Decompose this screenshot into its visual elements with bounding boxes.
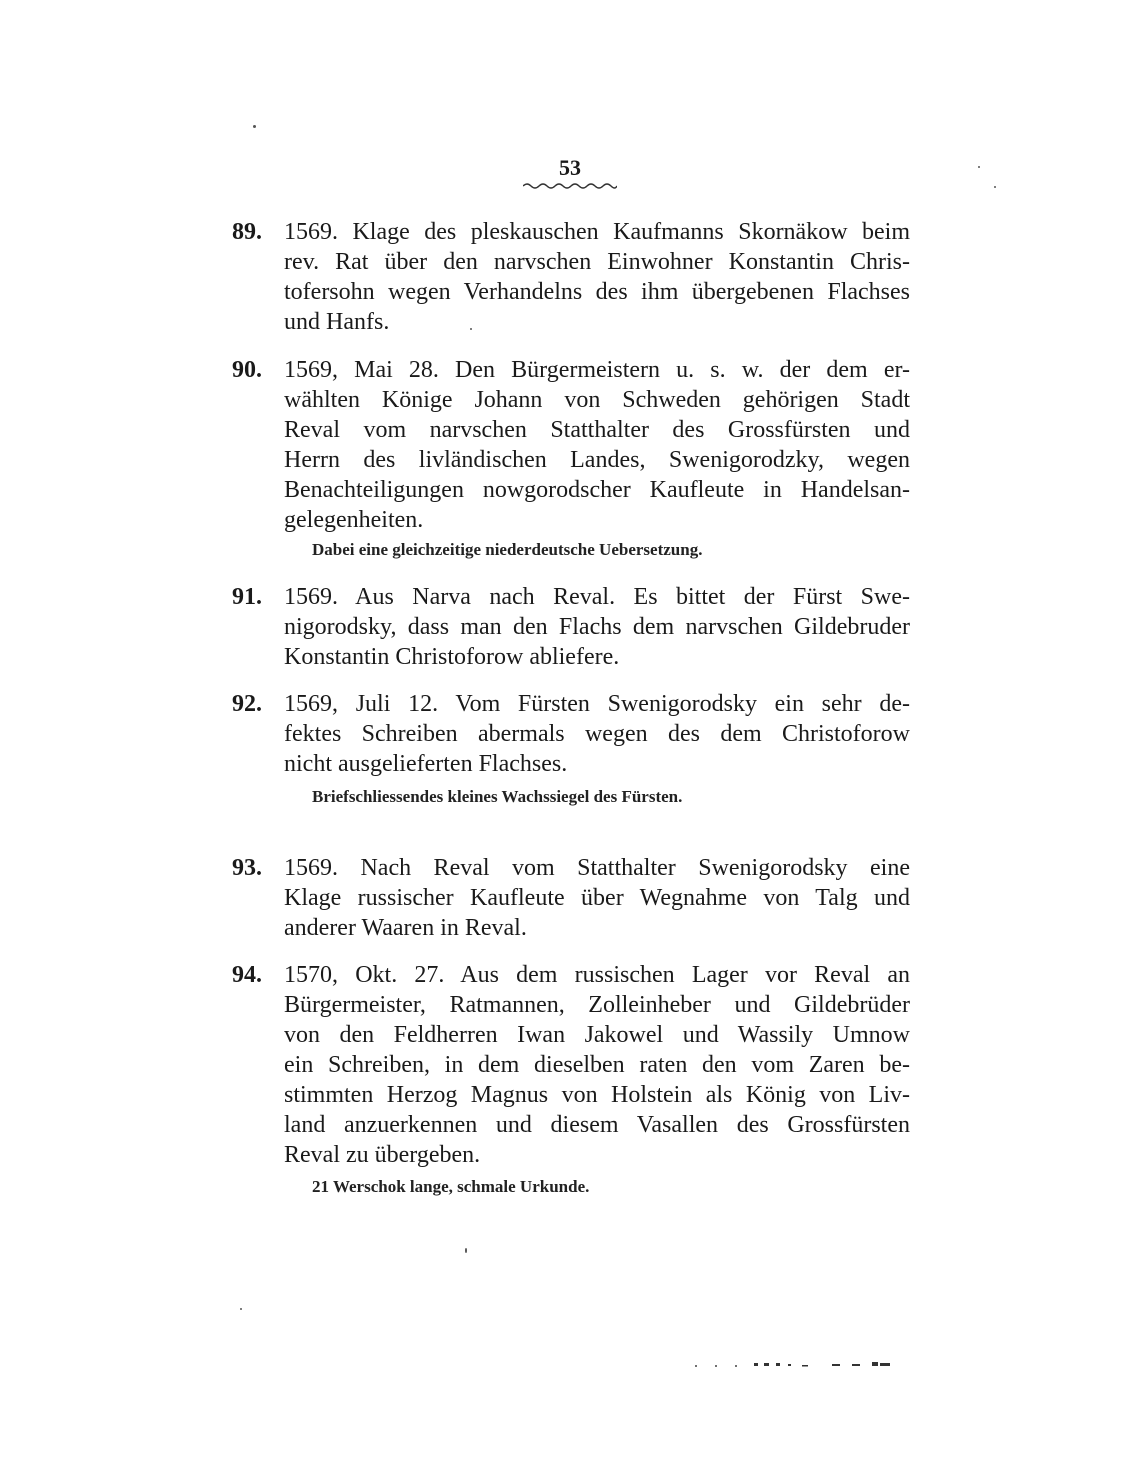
entry-line: nicht ausgelieferten Flachses. [284, 751, 568, 777]
entry-line: land anzuerkennen und diesem Vasallen des Grossfürsten [284, 1112, 910, 1138]
entry-91 [232, 582, 910, 672]
scan-marks [692, 1358, 902, 1375]
entry-line: 1569. Klage des pleskauschen Kaufmanns Skornäkow beim [284, 219, 910, 245]
entry-line: 1570, Okt. 27. Aus dem russischen Lager vor Reval an [284, 962, 910, 988]
entry-note: 21 Werschok lange, schmale Urkunde. [312, 1177, 590, 1196]
entry-90 [232, 355, 910, 535]
entry-line: 1569. Aus Narva nach Reval. Es bittet der Fürst Swe- [284, 584, 910, 610]
entry-line: Konstantin Christoforow abliefere. [284, 644, 620, 670]
entry-text [284, 689, 910, 779]
entry-line: Benachteiligungen nowgorodscher Kaufleute in Handelsan- [284, 477, 910, 503]
scan-speck [253, 125, 256, 128]
entry-line: 1569, Juli 12. Vom Fürsten Swenigorodsky ein sehr de- [284, 691, 910, 717]
entry-line: anderer Waaren in Reval. [284, 915, 527, 941]
entry-text [284, 355, 910, 535]
entry-text [284, 853, 910, 943]
entry-line: stimmten Herzog Magnus von Holstein als König von Liv- [284, 1082, 910, 1108]
entry-number: 90. [232, 357, 262, 383]
page-number: 53 [559, 155, 581, 180]
entry-line: fektes Schreiben abermals wegen des dem Christoforow [284, 721, 910, 747]
entry-line: 1569, Mai 28. Den Bürgermeistern u. s. w. der dem er- [284, 357, 910, 383]
entry-note: Briefschliessendes kleines Wachssiegel des Fürsten. [312, 787, 683, 806]
entry-note: Dabei eine gleichzeitige niederdeutsche Uebersetzung. [312, 540, 703, 559]
entry-94 [232, 960, 910, 1170]
entry-line: 1569. Nach Reval vom Statthalter Swenigorodsky eine [284, 855, 910, 881]
entry-number: 94. [232, 962, 262, 988]
entry-number: 89. [232, 219, 262, 245]
entry-text [284, 582, 910, 672]
entry-line: Herrn des livländischen Landes, Swenigorodzky, wegen [284, 447, 910, 473]
scan-speck [994, 186, 996, 188]
entry-line: Klage russischer Kaufleute über Wegnahme von Talg und [284, 885, 910, 911]
entry-93 [232, 853, 910, 943]
entry-89 [232, 217, 910, 337]
entry-line: wählten Könige Johann von Schweden gehörigen Stadt [284, 387, 910, 413]
entry-line: nigorodsky, dass man den Flachs dem narvschen Gildebruder [284, 614, 910, 640]
entry-number: 91. [232, 584, 262, 610]
entry-text [284, 960, 910, 1170]
entry-line: Bürgermeister, Ratmannen, Zolleinheber und Gildebrüder [284, 992, 910, 1018]
entry-line: tofersohn wegen Verhandelns des ihm übergebenen Flachses [284, 279, 910, 305]
entry-line: Reval zu übergeben. [284, 1142, 481, 1168]
scan-speck [240, 1308, 242, 1310]
entry-line: ein Schreiben, in dem dieselben raten den vom Zaren be- [284, 1052, 910, 1078]
entry-line: und Hanfs. [284, 309, 390, 335]
entry-number: 92. [232, 691, 262, 717]
entry-text [284, 217, 910, 337]
entry-92 [232, 689, 910, 779]
entry-line: Reval vom narvschen Statthalter des Grossfürsten und [284, 417, 910, 443]
scan-speck [978, 166, 980, 168]
scan-speck [470, 328, 472, 330]
entry-line: rev. Rat über den narvschen Einwohner Konstantin Chris- [284, 249, 910, 275]
entry-line: gelegenheiten. [284, 507, 424, 533]
scan-speck [465, 1248, 467, 1253]
entry-number: 93. [232, 855, 262, 881]
entry-line: von den Feldherren Iwan Jakowel und Wassily Umnow [284, 1022, 910, 1048]
ornament-divider [523, 181, 617, 191]
